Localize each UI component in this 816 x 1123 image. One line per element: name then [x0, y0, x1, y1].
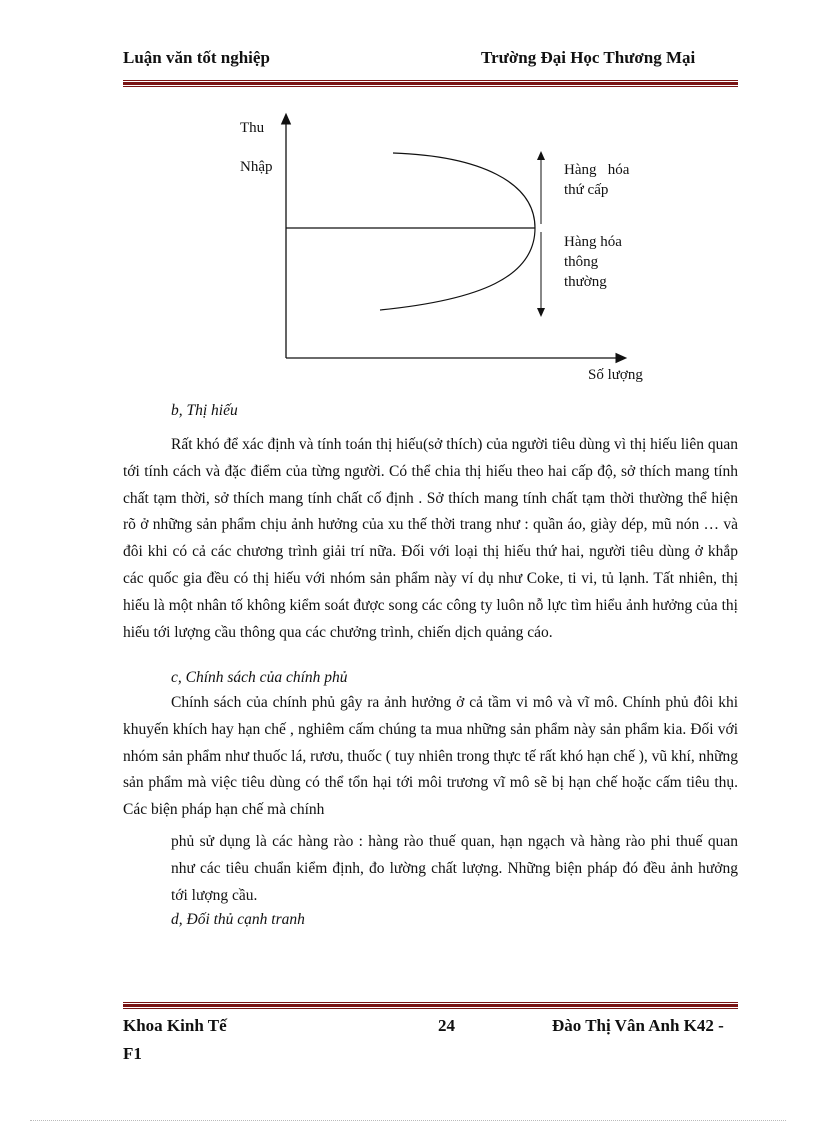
y-axis-label-2: Nhập — [240, 159, 273, 175]
income-quantity-figure — [230, 112, 670, 392]
header-rule-thick — [123, 82, 738, 85]
normal-good-label-3: thường — [564, 274, 607, 290]
normal-good-label-2: thông — [564, 254, 599, 270]
section-b-paragraph: Rất khó để xác định và tính toán thị hiếu(sở thích) của người tiêu dùng vì thị hiếu liên quan tới tính cách và đặc điểm của từng người. Có thể chia thị hiếu theo hai cấp độ, sở thích mang tính chất tạm thời, sở thích mang tính chất cố định . Sở thích mang tính chất tạm thời thường thể hiện rõ ở những sản phẩm chịu ảnh hưởng của xu thế thời trang như : quần áo, giày dép, mũ nón … và đôi khi có cả các chương trình giải trí nữa. Đối với loại thị hiếu thứ hai, người tiêu dùng ở khắp các quốc gia đều có thị hiếu với nhóm sản phẩm này ví dụ như Coke, ti vi, tủ lạnh. Tất nhiên, thị hiếu là một nhân tố không kiểm soát được song các công ty luôn nỗ lực tìm hiểu ảnh hưởng của thị hiếu tới lượng cầu thông qua các chưởng trình, chiến dịch quảng cáo. — [123, 436, 738, 641]
inferior-good-label-1: Hàng hóa — [564, 162, 630, 178]
header-rule-thin-bottom — [123, 86, 738, 87]
header-left: Luận văn tốt nghiệp — [123, 48, 270, 67]
footer-page-number: 24 — [438, 1016, 455, 1035]
footer-rule-thin-bottom — [123, 1008, 738, 1009]
x-axis-label: Số lượng — [588, 367, 643, 383]
footer-left: Khoa Kinh Tế — [123, 1016, 227, 1035]
inferior-good-label-2: thứ cấp — [564, 182, 609, 198]
header-right: Trường Đại Học Thương Mại — [481, 48, 696, 67]
y-axis-label-1: Thu — [240, 120, 265, 136]
header-rule-thin-top — [123, 80, 738, 81]
section-c-body-2 — [171, 829, 738, 909]
section-c-title: c, Chính sách của chính phủ — [171, 669, 348, 686]
section-c-body-1 — [123, 690, 738, 824]
footer-rule-thin-top — [123, 1002, 738, 1003]
section-c-paragraph-2: phủ sử dụng là các hàng rào : hàng rào thuế quan, hạn ngạch và hàng rào phi thuế quan như các tiêu chuẩn kiểm định, đo lường chất lượng. Những biện pháp đó đều ảnh hưởng tới lượng cầu. — [171, 833, 738, 904]
footer-wrap: F1 — [123, 1044, 142, 1063]
footer-right: Đào Thị Vân Anh K42 - — [552, 1016, 724, 1035]
section-b-title: b, Thị hiếu — [171, 402, 238, 419]
section-c-paragraph-1: Chính sách của chính phủ gây ra ảnh hưởng ở cả tầm vi mô và vĩ mô. Chính phủ đôi khi khuyến khích hay hạn chế , nghiêm cấm chúng ta mua những sản phẩm này sản phẩm kia. Đối với nhóm sản phẩm như thuốc lá, rươu, thuốc ( tuy nhiên trong thực tế rất khó hạn chế ), vũ khí, những sản phẩm mà việc tiêu dùng có thể tổn hại tới môi trương vĩ mô sẽ bị hạn chế hoặc cấm tiêu thụ. Các biện pháp hạn chế mà chính — [123, 694, 738, 819]
footer-rule-thick — [123, 1004, 738, 1007]
page-edge — [30, 1120, 786, 1121]
engel-curve — [380, 153, 535, 310]
section-d-title: d, Đối thủ cạnh tranh — [171, 911, 305, 928]
section-b-body — [123, 432, 738, 646]
normal-good-label-1: Hàng hóa — [564, 234, 622, 250]
figure-svg — [230, 112, 670, 392]
